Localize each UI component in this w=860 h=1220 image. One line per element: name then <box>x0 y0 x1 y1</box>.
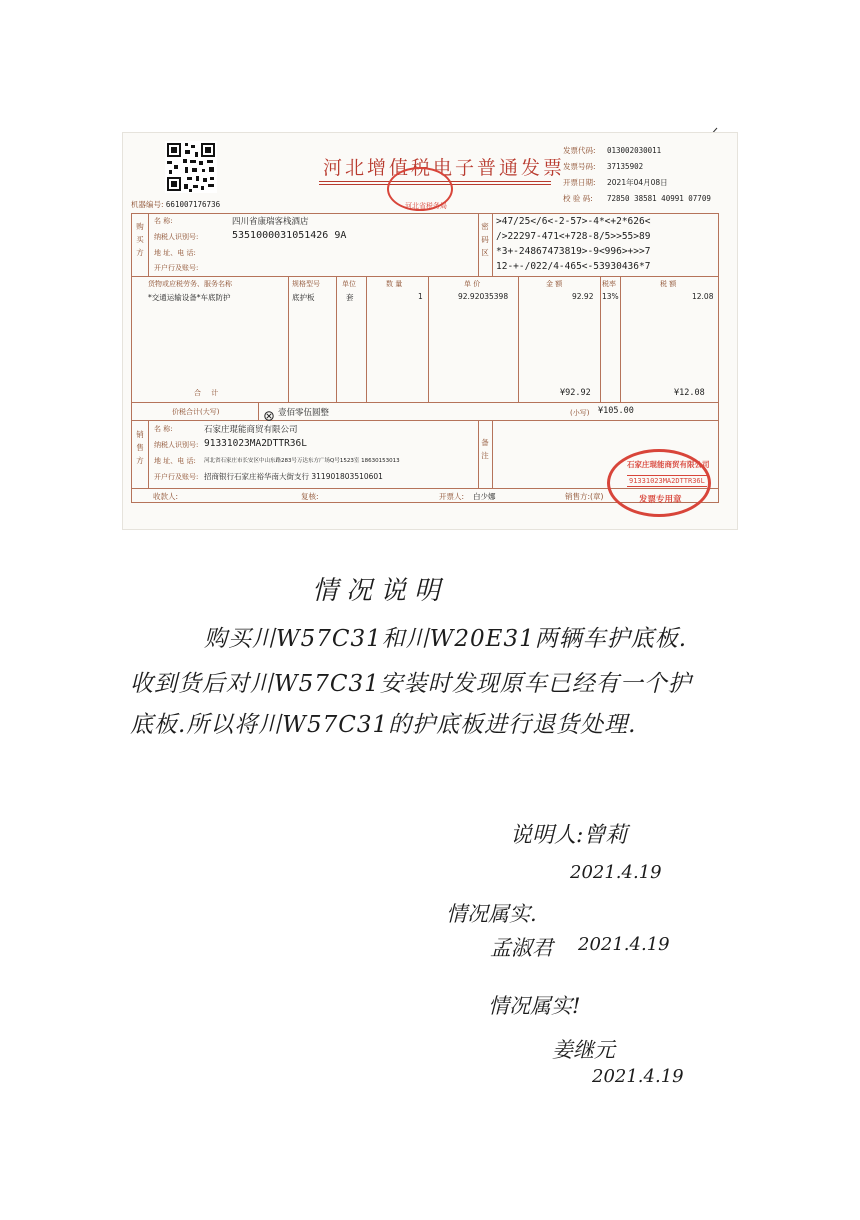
password-line: *3+-24867473819>-9<996>+>>7 <box>496 246 651 257</box>
seal-type: 发票专用章 <box>639 495 682 505</box>
col-header-name: 货物或应税劳务、服务名称 <box>148 280 232 288</box>
col-header-tax: 税 额 <box>660 280 677 288</box>
grand-small-label: (小写) <box>570 409 590 417</box>
total-tax: ¥12.08 <box>674 388 705 398</box>
grand-total-words: 壹佰零伍圆整 <box>278 408 330 418</box>
invoice-date-label: 开票日期: <box>563 178 596 187</box>
drawer-value: 白少娜 <box>473 492 496 501</box>
seller-taxid-value: 91331023MA2DTTR36L <box>204 438 307 449</box>
buyer-name-label: 名 称: <box>154 217 173 225</box>
item-tax: 12.08 <box>692 292 714 301</box>
payee-label: 收款人: <box>153 492 179 501</box>
item-unit: 套 <box>346 293 354 302</box>
col-header-spec: 规格型号 <box>292 280 320 288</box>
seller-address-value: 河北省石家庄市长安区中山东路283号万达东方广场Q号1523室 18630153013 <box>204 458 400 464</box>
approver-name: 姜继元 <box>552 1038 615 1062</box>
remarks-section-label: 备注 <box>481 438 489 460</box>
seller-bank-value: 招商银行石家庄裕华南大街支行 311901803510601 <box>204 472 383 481</box>
seller-footer-label: 销售方:(章) <box>565 492 604 501</box>
grand-small-value: ¥105.00 <box>598 406 634 416</box>
seal-company-name: 石家庄琨能商贸有限公司 <box>627 460 710 469</box>
approver-date: 2021.4.19 <box>592 1066 684 1087</box>
note-line: 购买川W57C31和川W20E31两辆车护底板. <box>204 626 688 652</box>
buyer-taxid-label: 纳税人识别号: <box>154 233 199 241</box>
col-header-qty: 数 量 <box>386 280 403 288</box>
grand-total-label: 价税合计(大写) <box>172 408 220 416</box>
invoice-title: 河北增值税电子普通发票 <box>323 157 566 179</box>
invoice-code-label: 发票代码: <box>563 146 596 155</box>
seller-section-label: 销售方 <box>136 430 144 465</box>
item-spec: 底护板 <box>292 293 315 302</box>
machine-number-row <box>131 199 220 210</box>
machine-number-value: 661007176736 <box>165 200 221 209</box>
password-line: >47/25</6<-2-57>-4*<+2*626< <box>496 216 651 227</box>
explainer-date: 2021.4.19 <box>570 862 662 883</box>
item-price: 92.92035398 <box>458 292 509 301</box>
buyer-address-label: 地 址、电 话: <box>154 249 196 257</box>
note-title: 情况说明 <box>312 576 449 606</box>
seller-taxid-label: 纳税人识别号: <box>154 441 199 449</box>
cross-circle-icon <box>264 406 274 416</box>
explainer-signature: 说明人:曾莉 <box>510 823 628 848</box>
confirmation-text: 情况属实. <box>446 902 537 926</box>
approval-text: 情况属实! <box>488 994 581 1018</box>
invoice-code-row <box>563 145 661 156</box>
seller-address-label: 地 址、电 话: <box>154 457 196 465</box>
col-header-amount: 金 额 <box>546 280 563 288</box>
buyer-bank-label: 开户行及账号: <box>154 264 199 272</box>
col-header-unit: 单位 <box>342 280 356 288</box>
check-code-row <box>563 193 711 204</box>
buyer-section-label: 购买方 <box>136 222 144 257</box>
password-line: 12-+-/022/4-465<-53930436*7 <box>496 261 651 272</box>
confirmer-date: 2021.4.19 <box>578 934 670 955</box>
invoice-number-row <box>563 161 643 172</box>
check-code-label: 校 验 码: <box>563 194 593 203</box>
note-line: 底板.所以将川W57C31的护底板进行退货处理. <box>130 712 637 738</box>
invoice <box>122 132 738 530</box>
machine-number-label: 机器编号: <box>131 200 164 209</box>
item-name: *交通运输设备*车底防护 <box>148 293 231 302</box>
buyer-name-value: 四川省康瑞客栈酒店 <box>232 217 309 227</box>
seller-name-label: 名 称: <box>154 425 173 433</box>
password-section-label: 密码区 <box>481 222 489 257</box>
qr-code-icon <box>165 141 217 193</box>
note-line: 收到货后对川W57C31安装时发现原车已经有一个护 <box>130 671 692 697</box>
password-line: />22297-471<+728-8/5>>55>89 <box>496 231 651 242</box>
invoice-number-value: 37135902 <box>607 162 644 171</box>
total-label: 合 计 <box>194 389 223 397</box>
invoice-date-row <box>563 177 668 188</box>
col-header-rate: 税率 <box>602 280 616 288</box>
confirmer-name: 孟淑君 <box>490 936 553 960</box>
drawer-label: 开票人: <box>439 492 465 501</box>
tax-bureau-seal-text: 河北省税务局 <box>405 202 447 210</box>
reviewer-label: 复核: <box>301 492 319 501</box>
seller-name-value: 石家庄琨能商贸有限公司 <box>204 425 298 435</box>
item-rate: 13% <box>602 292 619 301</box>
invoice-number-label: 发票号码: <box>563 162 596 171</box>
invoice-code-value: 013002030011 <box>607 146 662 155</box>
col-header-price: 单 价 <box>464 280 481 288</box>
seal-taxid: 91331023MA2DTTR36L <box>629 477 705 485</box>
item-qty: 1 <box>418 292 423 301</box>
total-amount: ¥92.92 <box>560 388 591 398</box>
check-code-value: 72850 38581 40991 07709 <box>607 194 711 203</box>
invoice-date-value: 2021年04月08日 <box>607 178 668 187</box>
item-amount: 92.92 <box>572 292 594 301</box>
seller-bank-label: 开户行及账号: <box>154 473 199 481</box>
buyer-taxid-value: 5351000031051426 9A <box>232 230 347 241</box>
